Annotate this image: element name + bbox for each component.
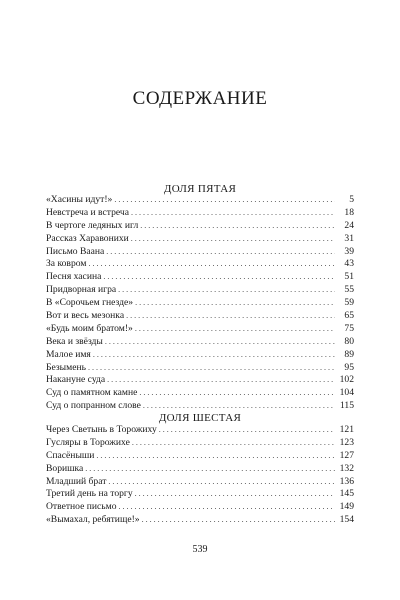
- toc-entry-title: Накануне суда: [46, 374, 106, 386]
- toc-entry-title: За ковром: [46, 258, 87, 270]
- toc-entry-title: Вот и весь мезонка: [46, 310, 125, 322]
- toc-entry-title: Невстреча и встреча: [46, 206, 129, 218]
- dot-leader: [93, 349, 335, 362]
- toc-entry-title: Безымень: [46, 361, 86, 373]
- dot-leader: [118, 284, 335, 297]
- toc-entry: [46, 463, 354, 476]
- toc-entry-page-number: 75: [344, 322, 354, 334]
- dot-leader: [142, 514, 335, 527]
- toc-entry-title: Третий день на торгу: [46, 488, 133, 500]
- section-heading-dolya-pyataya: ДОЛЯ ПЯТАЯ: [163, 183, 237, 195]
- toc-entry-title: В «Сорочьем гнезде»: [46, 297, 134, 309]
- toc-entry-title: Суд о попранном слове: [46, 400, 141, 412]
- dot-leader: [139, 387, 335, 400]
- toc-entry-page-number: 18: [344, 206, 354, 218]
- dot-leader: [105, 336, 335, 349]
- toc-entry-title: «Хасины идут!»: [46, 194, 113, 205]
- toc-entry: [46, 362, 354, 375]
- toc-entry-page-number: 89: [344, 348, 354, 360]
- dot-leader: [107, 374, 335, 387]
- dot-leader: [96, 450, 335, 463]
- toc-entry-page-number: 102: [339, 374, 354, 386]
- toc-entry: [46, 323, 354, 336]
- toc-entry-page-number: 43: [344, 258, 354, 270]
- toc-entry-title: Песня хасина: [46, 271, 102, 283]
- toc-entry-title: «Вымахал, ребятище!»: [46, 514, 140, 526]
- toc-entry: [46, 271, 354, 284]
- dot-leader: [108, 476, 335, 489]
- toc-entry-title: Ответное письмо: [46, 501, 117, 513]
- toc-entry-page-number: 149: [339, 501, 354, 513]
- toc-entry-title: Придворная игра: [46, 284, 117, 296]
- toc-entry-page-number: 31: [344, 232, 354, 244]
- toc-entry-title: Спасёныши: [46, 449, 95, 461]
- toc-entry: [46, 194, 354, 207]
- dot-leader: [135, 297, 335, 310]
- toc-entry-page-number: 65: [344, 310, 354, 322]
- toc-entry: [46, 336, 354, 349]
- dot-leader: [132, 437, 335, 450]
- toc-entry-title: Младший брат: [46, 475, 107, 487]
- toc-entry: [46, 488, 354, 501]
- dot-leader: [135, 488, 335, 501]
- dot-leader: [88, 362, 335, 375]
- dot-leader: [103, 271, 335, 284]
- toc-entry-title: Суд о памятном камне: [46, 387, 138, 399]
- dot-leader: [85, 463, 335, 476]
- toc-entry-title: Века и звёзды: [46, 335, 103, 347]
- dot-leader: [135, 323, 335, 336]
- toc-list-dolya-shestaya: [46, 424, 354, 527]
- dot-leader: [114, 194, 335, 207]
- toc-entry-page-number: 39: [344, 245, 354, 257]
- toc-entry-title: Гусляры в Торожихе: [46, 436, 130, 448]
- toc-entry: [46, 310, 354, 323]
- toc-entry: [46, 514, 354, 527]
- dot-leader: [159, 424, 335, 437]
- toc-entry-page-number: 95: [344, 361, 354, 373]
- toc-entry-page-number: 132: [339, 462, 354, 474]
- toc-entry: [46, 437, 354, 450]
- toc-entry: [46, 284, 354, 297]
- toc-entry-title: Рассказ Харавонихи: [46, 232, 129, 244]
- toc-entry-page-number: 5: [349, 194, 354, 205]
- toc-entry-title: Воришка: [46, 462, 84, 474]
- toc-entry-page-number: 123: [339, 436, 354, 448]
- toc-entry: [46, 258, 354, 271]
- toc-entry-page-number: 55: [344, 284, 354, 296]
- toc-entry-page-number: 127: [339, 449, 354, 461]
- toc-entry-title: Малое имя: [46, 348, 91, 360]
- dot-leader: [131, 233, 335, 246]
- toc-entry: [46, 297, 354, 310]
- dot-leader: [126, 310, 335, 323]
- dot-leader: [106, 246, 335, 259]
- toc-entry: [46, 374, 354, 387]
- toc-entry-page-number: 24: [344, 219, 354, 231]
- toc-entry: [46, 207, 354, 220]
- dot-leader: [88, 258, 335, 271]
- toc-entry: [46, 246, 354, 259]
- toc-entry-page-number: 145: [339, 488, 354, 500]
- toc-entry-title: «Будь моим братом!»: [46, 322, 133, 334]
- section-heading-dolya-shestaya: ДОЛЯ ШЕСТАЯ: [158, 412, 242, 424]
- toc-entry: [46, 424, 354, 437]
- toc-entry-page-number: 80: [344, 335, 354, 347]
- toc-entry-page-number: 115: [339, 400, 354, 412]
- dot-leader: [140, 220, 335, 233]
- dot-leader: [119, 501, 335, 514]
- toc-list-dolya-pyataya: [46, 194, 354, 413]
- toc-entry-page-number: 154: [339, 514, 354, 526]
- page-number: 539: [192, 544, 208, 555]
- toc-entry-page-number: 136: [339, 475, 354, 487]
- toc-entry: [46, 501, 354, 514]
- toc-entry-page-number: 51: [344, 271, 354, 283]
- toc-entry: [46, 450, 354, 463]
- dot-leader: [131, 207, 335, 220]
- page-title: СОДЕРЖАНИЕ: [132, 88, 268, 109]
- toc-entry-page-number: 104: [339, 387, 354, 399]
- toc-entry-page-number: 59: [344, 297, 354, 309]
- toc-entry: [46, 476, 354, 489]
- toc-entry-page-number: 121: [339, 424, 354, 435]
- toc-entry-title: В чертоге ледяных игл: [46, 219, 139, 231]
- toc-entry: [46, 349, 354, 362]
- toc-entry: [46, 220, 354, 233]
- toc-entry: [46, 233, 354, 246]
- toc-entry-title: Письмо Ваана: [46, 245, 105, 257]
- toc-entry-title: Через Светынь в Торожиху: [46, 424, 157, 435]
- toc-entry: [46, 387, 354, 400]
